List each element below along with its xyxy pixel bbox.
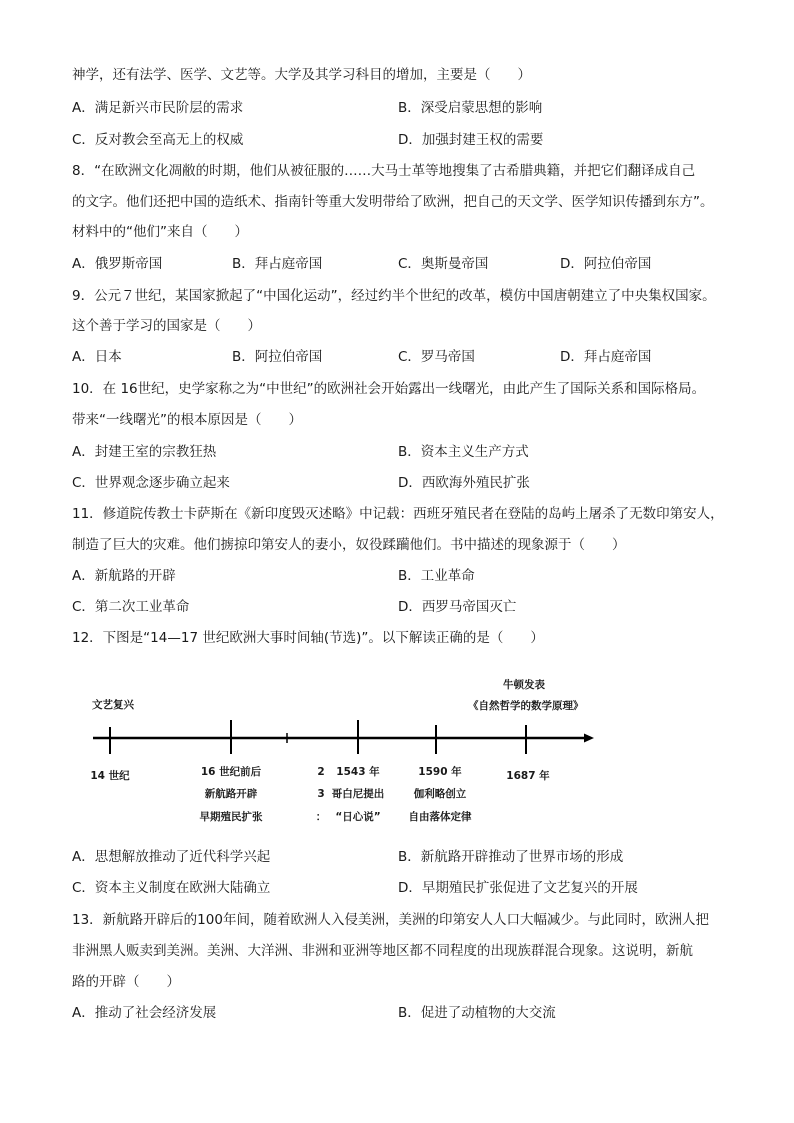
timeline-event-free-fall: 自由落体定律 <box>408 811 472 823</box>
q10-stem-line: 10．在 16世纪，史学家称之为“中世纪”的欧洲社会开始露出一线曙光，由此产生了国际关系和国际格局。 <box>72 381 706 397</box>
q12-option-c: C．资本主义制度在欧洲大陆确立 <box>72 880 271 896</box>
timeline-event-colonial: 早期殖民扩张 <box>199 811 263 823</box>
q12-option-b: B．新航路开辟推动了世界市场的形成 <box>398 849 624 865</box>
q12-stem: 12．下图是“14—17 世纪欧洲大事时间轴(节选)”。以下解读正确的是（ ） <box>72 630 544 646</box>
timeline-label-newton: 牛顿发表 <box>503 679 545 691</box>
timeline-margin-mark: 3 <box>317 788 325 800</box>
timeline-margin-mark: 2 <box>317 766 325 778</box>
timeline-label-principia: 《自然哲学的数学原理》 <box>468 700 584 712</box>
q8-stem-line: 8．“在欧洲文化凋敝的时期，他们从被征服的……大马士革等地搜集了古希腊典籍，并把它们翻译成自己 <box>72 163 696 179</box>
q9-option-d: D．拜占庭帝国 <box>560 349 652 365</box>
q11-stem-line: 11．修道院传教士卡萨斯在《新印度毁灭述略》中记载：西班牙殖民者在登陆的岛屿上屠杀了无数印第安人， <box>72 506 724 522</box>
q8-option-d: D．阿拉伯帝国 <box>560 256 652 272</box>
q9-option-a: A．日本 <box>72 349 122 365</box>
q9-stem-line: 9．公元７世纪，某国家掀起了“中国化运动”，经过约半个世纪的改革，模仿中国唐朝建立了中央集权国家。 <box>72 288 716 304</box>
q7-option-a: A．满足新兴市民阶层的需求 <box>72 100 244 116</box>
q8-stem-line: 的文字。他们还把中国的造纸术、指南针等重大发明带给了欧洲，把自己的天文学、医学知识传播到东方”。 <box>72 194 714 210</box>
timeline-event-new-route: 新航路开辟 <box>204 788 258 800</box>
q11-option-a: A．新航路的开辟 <box>72 568 176 584</box>
q8-option-a: A．俄罗斯帝国 <box>72 256 163 272</box>
q13-stem-line: 非洲黑人贩卖到美洲。美洲、大洋洲、非洲和亚洲等地区都不同程度的出现族群混合现象。这说明，新航 <box>72 943 693 959</box>
q13-stem-line: 路的开辟（ ） <box>72 974 180 990</box>
timeline-event-galileo: 伽利略创立 <box>413 788 467 800</box>
q7-option-c: C．反对教会至高无上的权威 <box>72 132 244 148</box>
timeline-event-heliocentric: “日心说” <box>335 811 381 823</box>
timeline-date-16c: 16 世纪前后 <box>200 766 262 778</box>
timeline-event-copernicus: 哥白尼提出 <box>331 788 385 800</box>
q10-stem-line: 带来“一线曙光”的根本原因是（ ） <box>72 412 302 428</box>
timeline-arrow-head <box>584 734 594 743</box>
q13-option-a: A．推动了社会经济发展 <box>72 1005 217 1021</box>
q13-stem-line: 13．新航路开辟后的100年间，随着欧洲人入侵美洲，美洲的印第安人人口大幅减少。与此同时，欧洲人把 <box>72 912 709 928</box>
q9-option-b: B．阿拉伯帝国 <box>232 349 323 365</box>
q12-option-d: D．早期殖民扩张促进了文艺复兴的开展 <box>398 880 638 896</box>
q8-option-b: B．拜占庭帝国 <box>232 256 323 272</box>
q7-option-b: B．深受启蒙思想的影响 <box>398 100 543 116</box>
q11-stem-line: 制造了巨大的灾难。他们掳掠印第安人的妻小，奴役蹂躏他们。书中描述的现象源于（ ） <box>72 537 626 553</box>
q13-option-b: B．促进了动植物的大交流 <box>398 1005 556 1021</box>
q8-stem-line: 材料中的“他们”来自（ ） <box>72 224 248 240</box>
q11-option-c: C．第二次工业革命 <box>72 599 190 615</box>
q10-option-d: D．西欧海外殖民扩张 <box>398 475 530 491</box>
q9-stem-line: 这个善于学习的国家是（ ） <box>72 318 261 334</box>
q9-option-c: C．罗马帝国 <box>398 349 475 365</box>
q10-option-a: A．封建王室的宗教狂热 <box>72 444 217 460</box>
q10-option-b: B．资本主义生产方式 <box>398 444 529 460</box>
q10-option-c: C．世界观念逐步确立起来 <box>72 475 230 491</box>
timeline-date-14c: 14 世纪 <box>90 770 130 782</box>
q11-option-b: B．工业革命 <box>398 568 475 584</box>
timeline-date-1687: 1687 年 <box>506 770 550 782</box>
q7-option-d: D．加强封建王权的需要 <box>398 132 544 148</box>
q12-option-a: A．思想解放推动了近代科学兴起 <box>72 849 271 865</box>
timeline-date-1590: 1590 年 <box>418 766 462 778</box>
timeline-date-1543: 1543 年 <box>336 766 380 778</box>
timeline-margin-mark: ： <box>315 811 327 823</box>
q8-option-c: C．奥斯曼帝国 <box>398 256 489 272</box>
q7-stem: 神学，还有法学、医学、文艺等。大学及其学习科目的增加，主要是（ ） <box>72 67 531 83</box>
q11-option-d: D．西罗马帝国灭亡 <box>398 599 517 615</box>
timeline-label-renaissance: 文艺复兴 <box>92 699 134 711</box>
